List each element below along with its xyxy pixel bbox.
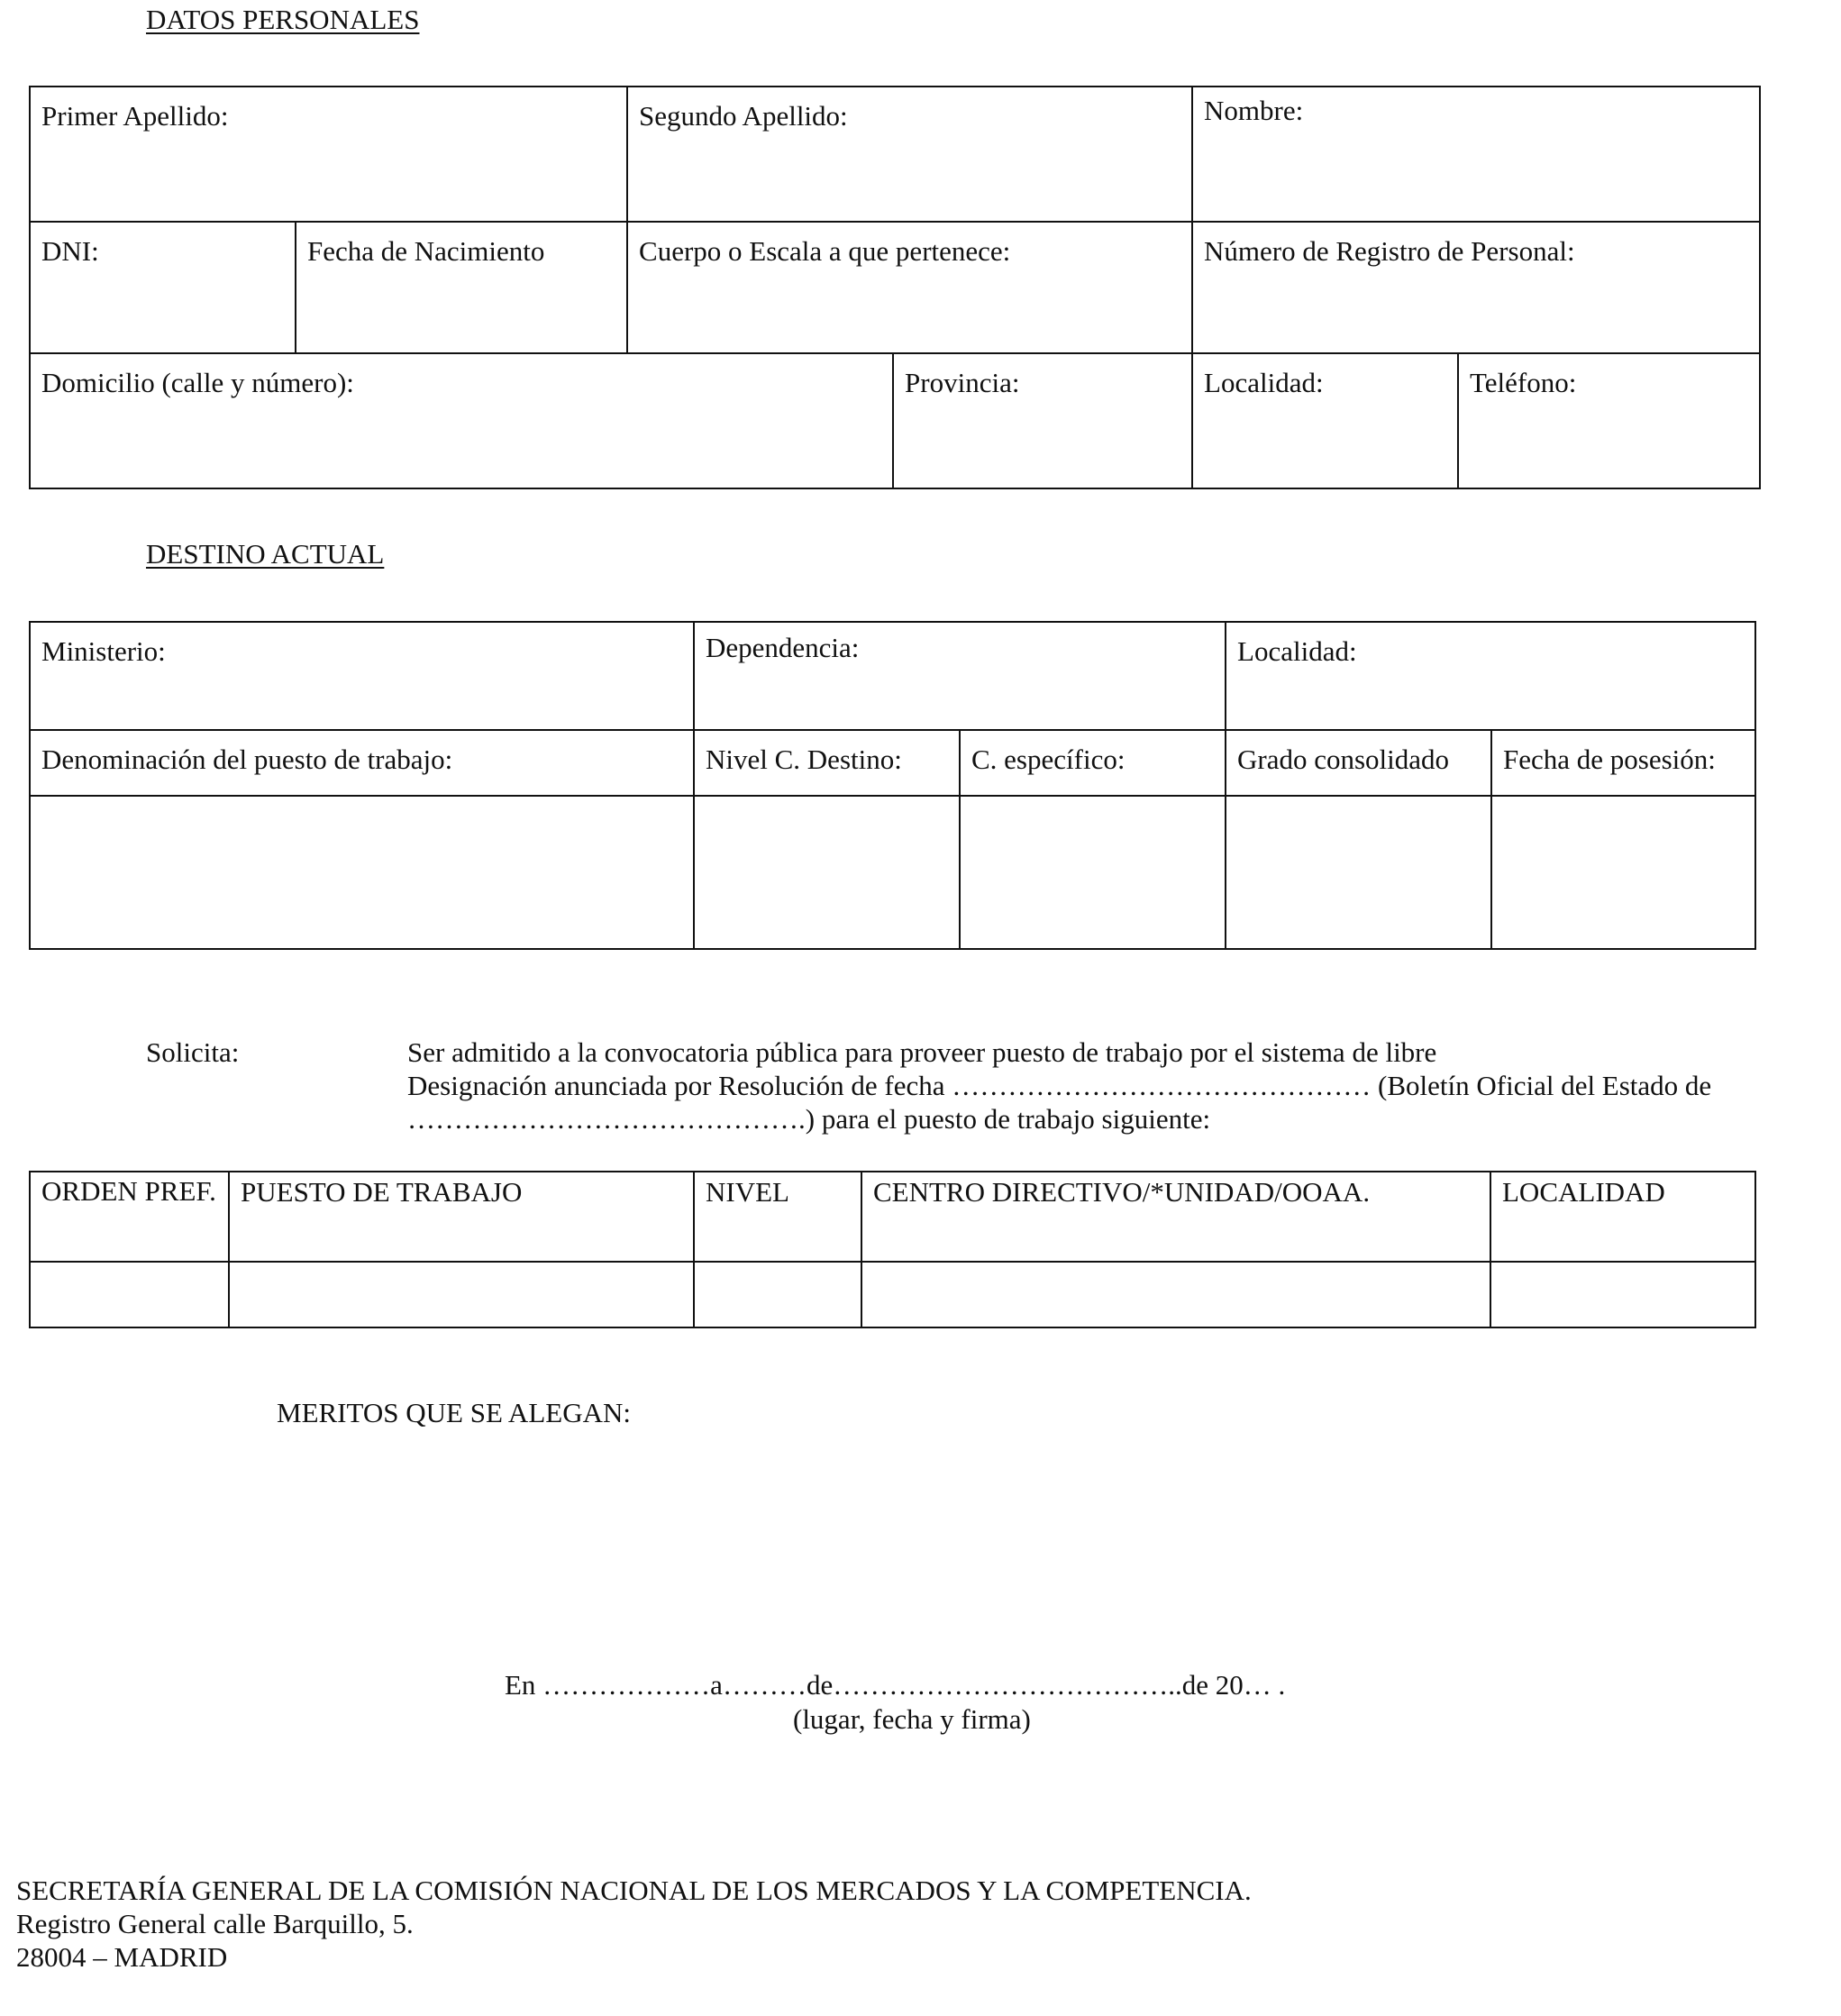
localidad-header: LOCALIDAD (1490, 1172, 1755, 1262)
footer-line2: Registro General calle Barquillo, 5. (16, 1908, 414, 1939)
telefono-label: Teléfono: (1470, 367, 1577, 398)
meritos-label: MERITOS QUE SE ALEGAN: (277, 1397, 631, 1428)
segundo-apellido-field[interactable] (627, 87, 1192, 222)
solicita-text-line2: Designación anunciada por Resolución de fecha ……………………………………… (Boletín Oficial del Estado de (407, 1070, 1712, 1101)
domicilio-label: Domicilio (calle y número): (41, 367, 354, 398)
centro-directivo-header: CENTRO DIRECTIVO/*UNIDAD/OOAA. (861, 1172, 1490, 1262)
ministerio-label: Ministerio: (41, 635, 166, 667)
primer-apellido-field[interactable] (30, 87, 627, 222)
dni-field[interactable] (30, 222, 296, 353)
localidad-personal-label: Localidad: (1204, 367, 1324, 398)
meritos-area[interactable] (277, 1442, 1718, 1649)
c-especifico-header: C. específico: (960, 730, 1226, 796)
table-row (30, 1262, 1755, 1327)
destino-actual-table (29, 621, 1756, 950)
nivel-destino-header: Nivel C. Destino: (694, 730, 960, 796)
footer-line1: SECRETARÍA GENERAL DE LA COMISIÓN NACIONAL DE LOS MERCADOS Y LA COMPETENCIA. (16, 1875, 1252, 1906)
solicita-text-line1: Ser admitido a la convocatoria pública para proveer puesto de trabajo por el sistema de libre (407, 1036, 1437, 1068)
footer-line3: 28004 – MADRID (16, 1941, 228, 1973)
provincia-field[interactable] (893, 353, 1192, 488)
fecha-posesion-input[interactable] (1491, 796, 1755, 949)
provincia-label: Provincia: (905, 367, 1020, 398)
denominacion-puesto-input[interactable] (30, 796, 694, 949)
puestos-table (29, 1171, 1756, 1328)
localidad-destino-label: Localidad: (1237, 635, 1357, 667)
localidad-personal-field[interactable] (1192, 353, 1458, 488)
primer-apellido-label: Primer Apellido: (41, 100, 229, 132)
cuerpo-escala-label: Cuerpo o Escala a que pertenece: (639, 235, 1011, 267)
domicilio-field[interactable] (30, 353, 893, 488)
grado-consolidado-input[interactable] (1226, 796, 1491, 949)
solicita-text-line3: …………………………………….) para el puesto de trabajo siguiente: (407, 1103, 1211, 1135)
c-especifico-input[interactable] (960, 796, 1226, 949)
puesto-trabajo-header: PUESTO DE TRABAJO (229, 1172, 694, 1262)
fecha-posesion-header: Fecha de posesión: (1491, 730, 1755, 796)
numero-registro-field[interactable] (1192, 222, 1760, 353)
ministerio-field[interactable] (30, 622, 694, 730)
orden-pref-header: ORDEN PREF. (30, 1172, 229, 1262)
denominacion-puesto-header: Denominación del puesto de trabajo: (30, 730, 694, 796)
orden-pref-input[interactable] (30, 1262, 229, 1327)
localidad-input[interactable] (1490, 1262, 1755, 1327)
grado-consolidado-header: Grado consolidado (1226, 730, 1491, 796)
solicita-label: Solicita: (146, 1036, 240, 1068)
datos-personales-table (29, 86, 1761, 489)
nombre-label: Nombre: (1204, 95, 1304, 126)
numero-registro-label: Número de Registro de Personal: (1204, 235, 1575, 267)
nombre-field[interactable] (1192, 87, 1760, 222)
centro-directivo-input[interactable] (861, 1262, 1490, 1327)
datos-personales-heading: DATOS PERSONALES (146, 4, 420, 35)
nivel-destino-input[interactable] (694, 796, 960, 949)
puesto-trabajo-input[interactable] (229, 1262, 694, 1327)
segundo-apellido-label: Segundo Apellido: (639, 100, 848, 132)
cuerpo-escala-field[interactable] (627, 222, 1192, 353)
localidad-destino-field[interactable] (1226, 622, 1755, 730)
fecha-nacimiento-field[interactable] (296, 222, 627, 353)
destino-actual-heading: DESTINO ACTUAL (146, 538, 385, 570)
firma-caption: (lugar, fecha y firma) (793, 1703, 1031, 1735)
telefono-field[interactable] (1458, 353, 1760, 488)
fecha-nacimiento-label: Fecha de Nacimiento (307, 235, 545, 267)
nivel-input[interactable] (694, 1262, 861, 1327)
dependencia-field[interactable] (694, 622, 1226, 730)
dni-label: DNI: (41, 235, 99, 267)
nivel-header: NIVEL (694, 1172, 861, 1262)
dependencia-label: Dependencia: (706, 632, 860, 663)
firma-line: En ………………a………de………………………………..de 20… . (505, 1669, 1286, 1701)
